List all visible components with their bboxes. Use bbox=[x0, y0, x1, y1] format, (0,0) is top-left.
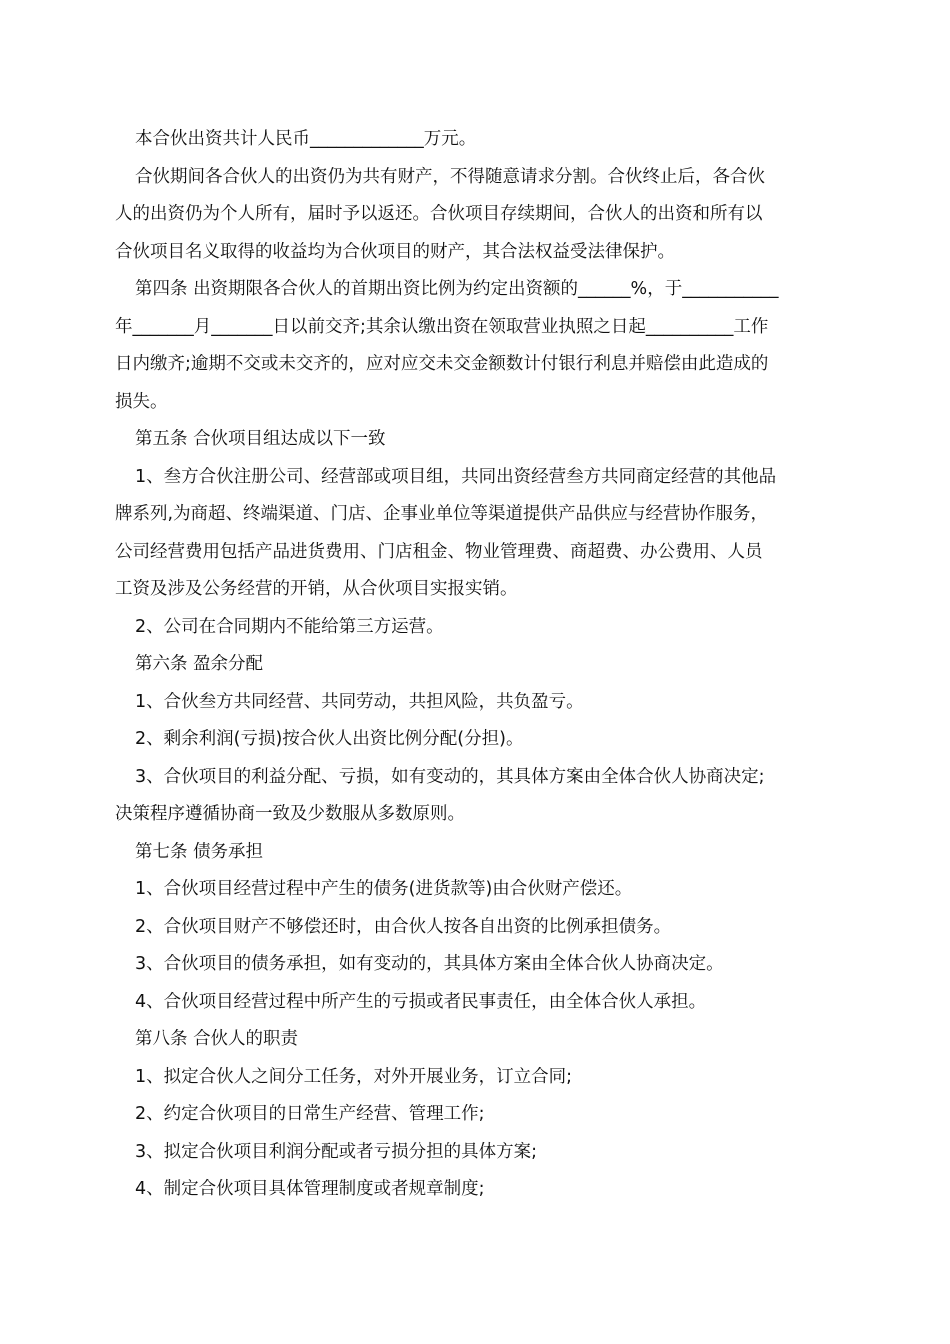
text-line: 损失。 bbox=[115, 391, 168, 412]
document-body bbox=[115, 121, 837, 1209]
article-6-heading bbox=[115, 646, 837, 684]
text-line: 1、拟定合伙人之间分工任务，对外开展业务，订立合同; bbox=[135, 1066, 573, 1087]
text-line: 3、合伙项目的利益分配、亏损，如有变动的，其具体方案由全体合伙人协商决定; bbox=[135, 766, 765, 787]
article-8-item-3 bbox=[115, 1134, 837, 1172]
article-7-item-2 bbox=[115, 909, 837, 947]
article-8-item-1 bbox=[115, 1059, 837, 1097]
text-line: 2、约定合伙项目的日常生产经营、管理工作; bbox=[135, 1104, 485, 1124]
text-line: 2、剩余利润(亏损)按合伙人出资比例分配(分担)。 bbox=[135, 729, 524, 749]
text-line: 第六条 盈余分配 bbox=[135, 654, 264, 674]
article-7-heading bbox=[115, 834, 837, 872]
article-5-heading bbox=[115, 421, 837, 459]
text-line: 牌系列,为商超、终端渠道、门店、企事业单位等渠道提供产品供应与经营协作服务， bbox=[115, 504, 769, 524]
text-line: 公司经营费用包括产品进货费用、门店租金、物业管理费、商超费、办公费用、人员 bbox=[115, 541, 763, 562]
text-line: 1、合伙项目经营过程中产生的债务(进货款等)由合伙财产偿还。 bbox=[135, 879, 633, 899]
article-6-item-2 bbox=[115, 721, 837, 759]
article-8-heading bbox=[115, 1021, 837, 1059]
text-line: 年_______月_______日以前交齐;其余认缴出资在领取营业执照之日起__________工作 bbox=[115, 316, 769, 337]
text-line: 决策程序遵循协商一致及少数服从多数原则。 bbox=[115, 804, 465, 824]
text-line: 合伙期间各合伙人的出资仍为共有财产，不得随意请求分割。合伙终止后，各合伙 bbox=[135, 166, 765, 187]
article-7-item-3 bbox=[115, 946, 837, 984]
article-7-item-4 bbox=[115, 984, 837, 1022]
text-line: 1、叁方合伙注册公司、经营部或项目组，共同出资经营叁方共同商定经营的其他品 bbox=[135, 466, 777, 487]
text-line: 3、拟定合伙项目利润分配或者亏损分担的具体方案; bbox=[135, 1141, 538, 1162]
text-line: 4、合伙项目经营过程中所产生的亏损或者民事责任，由全体合伙人承担。 bbox=[135, 991, 707, 1012]
text-line: 第八条 合伙人的职责 bbox=[135, 1029, 299, 1049]
paragraph-shared-property bbox=[115, 159, 837, 272]
article-7-item-1 bbox=[115, 871, 837, 909]
text-line: 3、合伙项目的债务承担，如有变动的，其具体方案由全体合伙人协商决定。 bbox=[135, 954, 724, 974]
text-line: 第七条 债务承担 bbox=[135, 841, 264, 862]
text-line: 2、公司在合同期内不能给第三方运营。 bbox=[135, 616, 444, 637]
paragraph-total-capital bbox=[115, 121, 837, 159]
text-line: 第四条 出资期限各合伙人的首期出资比例为约定出资额的______%，于___________ bbox=[135, 279, 779, 299]
article-8-item-2 bbox=[115, 1096, 837, 1134]
article-8-item-4 bbox=[115, 1171, 837, 1209]
text-line: 2、合伙项目财产不够偿还时，由合伙人按各自出资的比例承担债务。 bbox=[135, 916, 672, 937]
text-line: 日内缴齐;逾期不交或未交齐的，应对应交未交金额数计付银行利息并赔偿由此造成的 bbox=[115, 354, 769, 374]
article-6-item-1 bbox=[115, 684, 837, 722]
article-4-contribution-deadline bbox=[115, 271, 837, 421]
article-5-item-1 bbox=[115, 459, 837, 609]
text-line: 工资及涉及公务经营的开销，从合伙项目实报实销。 bbox=[115, 579, 518, 599]
text-line: 人的出资仍为个人所有，届时予以返还。合伙项目存续期间，合伙人的出资和所有以 bbox=[115, 204, 763, 224]
text-line: 1、合伙叁方共同经营、共同劳动，共担风险，共负盈亏。 bbox=[135, 691, 584, 712]
text-line: 4、制定合伙项目具体管理制度或者规章制度; bbox=[135, 1179, 485, 1199]
article-5-item-2 bbox=[115, 609, 837, 647]
article-6-item-3 bbox=[115, 759, 837, 834]
text-line: 第五条 合伙项目组达成以下一致 bbox=[135, 429, 386, 449]
text-line: 本合伙出资共计人民币_____________万元。 bbox=[135, 129, 477, 149]
text-line: 合伙项目名义取得的收益均为合伙项目的财产，其合法权益受法律保护。 bbox=[115, 241, 675, 262]
